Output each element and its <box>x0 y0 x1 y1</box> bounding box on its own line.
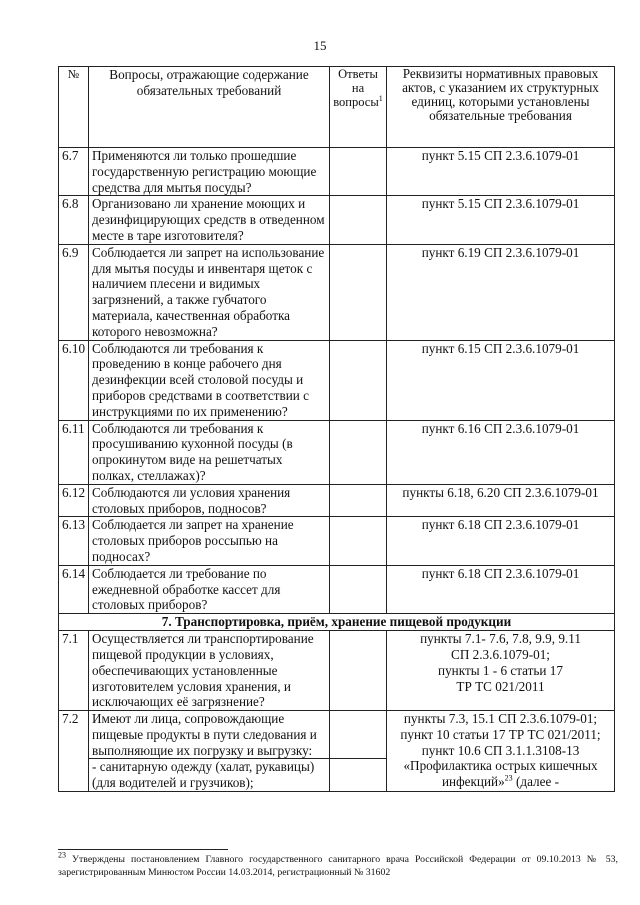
row-num: 7.2 <box>59 711 89 792</box>
requisite-footnote-mark: 23 <box>504 773 513 783</box>
table-row <box>59 244 615 340</box>
row-num: 6.9 <box>59 244 89 340</box>
row-answer-cell[interactable] <box>330 340 387 420</box>
requisite-line <box>390 758 611 790</box>
row-question: Имеют ли лица, сопровождающие пищевые продукты в пути следования и выполняющие их погрузку и выгрузку: <box>89 711 330 759</box>
requirements-table <box>58 66 615 792</box>
section-title: 7. Транспортировка, приём, хранение пищевой продукции <box>59 614 615 631</box>
row-answer-cell[interactable] <box>330 244 387 340</box>
row-question: Организовано ли хранение моющих и дезинфицирующих средств в отведенном месте в таре изготовителя? <box>89 196 330 244</box>
row-num: 6.11 <box>59 420 89 484</box>
row-sub-question: - санитарную одежду (халат, рукавицы) (для водителей и грузчиков); <box>89 759 330 792</box>
header-requisites: Реквизиты нормативных правовых актов, с указанием их структурных единиц, которыми установлены обязательные требования <box>387 67 615 148</box>
row-num: 6.10 <box>59 340 89 420</box>
table-row <box>59 420 615 484</box>
row-question: Соблюдаются ли требования к просушиванию кухонной посуды (в опрокинутом виде на решетчатых полках, стеллажах)? <box>89 420 330 484</box>
row-requisite: пункт 5.15 СП 2.3.6.1079-01 <box>387 148 615 196</box>
requisite-line: пункты 1 - 6 статьи 17 <box>438 662 563 678</box>
row-question: Соблюдается ли запрет на использование для мытья посуды и инвентаря щеток с наличием плесени и видимых загрязнений, а также губчатого материала, качественная обработка которого невозможна? <box>89 244 330 340</box>
row-answer-cell[interactable] <box>330 148 387 196</box>
row-requisite: пункт 6.15 СП 2.3.6.1079-01 <box>387 340 615 420</box>
row-requisite: пункт 6.18 СП 2.3.6.1079-01 <box>387 565 615 613</box>
row-answer-cell[interactable] <box>330 631 387 711</box>
row-requisite: пункты 6.18, 6.20 СП 2.3.6.1079-01 <box>387 484 615 517</box>
table-row <box>59 565 615 613</box>
row-question: Применяются ли только прошедшие государственную регистрацию моющие средства для мытья посуды? <box>89 148 330 196</box>
footnote <box>58 850 618 879</box>
row-num: 6.14 <box>59 565 89 613</box>
table-row <box>59 631 615 711</box>
footnote-divider <box>58 849 228 850</box>
requisite-line: пункты 7.3, 15.1 СП 2.3.6.1079-01; <box>403 711 598 727</box>
header-answers <box>330 67 387 148</box>
footnote-text: Утверждены постановлением Главного государственного санитарного врача Российской Федерации от 09.10.2013 № 53, зарегистрированным Минюстом России 14.03.2014, регистрационный № 31602 <box>58 854 618 878</box>
row-question: Осуществляется ли транспортирование пищевой продукции в условиях, обеспечивающих установленные изготовителем условия хранения, и исключающих её загрязнение? <box>89 631 330 711</box>
table-row <box>59 484 615 517</box>
row-question: Соблюдаются ли условия хранения столовых приборов, подносов? <box>89 484 330 517</box>
requisite-doc-title: «Профилактика острых кишечных инфекций» <box>403 758 598 790</box>
row-requisite: пункт 6.16 СП 2.3.6.1079-01 <box>387 420 615 484</box>
section-heading-row <box>59 614 615 631</box>
requisite-line: пункты 7.1- 7.6, 7.8, 9.9, 9.11 <box>420 631 581 647</box>
footnote-mark: 23 <box>58 850 66 860</box>
table-row <box>59 711 615 759</box>
row-requisite: пункт 6.18 СП 2.3.6.1079-01 <box>387 517 615 565</box>
row-answer-cell[interactable] <box>330 711 387 759</box>
row-requisite: пункт 6.19 СП 2.3.6.1079-01 <box>387 244 615 340</box>
table-header-row <box>59 67 615 148</box>
row-answer-cell[interactable] <box>330 759 387 792</box>
header-question: Вопросы, отражающие содержание обязательных требований <box>89 67 330 148</box>
header-answers-text: Ответы на вопросы <box>333 67 379 109</box>
row-question: Соблюдаются ли требования к проведению в конце рабочего дня дезинфекции всей столовой посуды и приборов средствами в соответствии с инструкциями по их применению? <box>89 340 330 420</box>
requisite-line: пункт 10 статьи 17 ТР ТС 021/2011; <box>400 726 601 742</box>
row-answer-cell[interactable] <box>330 517 387 565</box>
row-answer-cell[interactable] <box>330 420 387 484</box>
row-requisite <box>387 711 615 792</box>
table-row <box>59 517 615 565</box>
row-num: 6.13 <box>59 517 89 565</box>
row-answer-cell[interactable] <box>330 484 387 517</box>
header-answers-footnote-mark: 1 <box>378 93 383 103</box>
row-answer-cell[interactable] <box>330 196 387 244</box>
requisite-tail: (далее - <box>512 774 560 790</box>
row-num: 6.12 <box>59 484 89 517</box>
requisite-line: пункт 10.6 СП 3.1.1.3108-13 <box>421 742 580 758</box>
row-num: 6.7 <box>59 148 89 196</box>
table-row <box>59 340 615 420</box>
table-row <box>59 196 615 244</box>
row-question: Соблюдается ли требование по ежедневной обработке кассет для столовых приборов? <box>89 565 330 613</box>
table-row <box>59 148 615 196</box>
requisite-line: СП 2.3.6.1079-01; <box>451 646 550 662</box>
row-requisite <box>387 631 615 711</box>
row-question: Соблюдается ли запрет на хранение столовых приборов россыпью на подносах? <box>89 517 330 565</box>
requisite-line: ТР ТС 021/2011 <box>456 678 545 694</box>
page-number: 15 <box>313 38 327 53</box>
header-num: № <box>59 67 89 148</box>
row-num: 7.1 <box>59 631 89 711</box>
row-requisite: пункт 5.15 СП 2.3.6.1079-01 <box>387 196 615 244</box>
row-answer-cell[interactable] <box>330 565 387 613</box>
row-num: 6.8 <box>59 196 89 244</box>
